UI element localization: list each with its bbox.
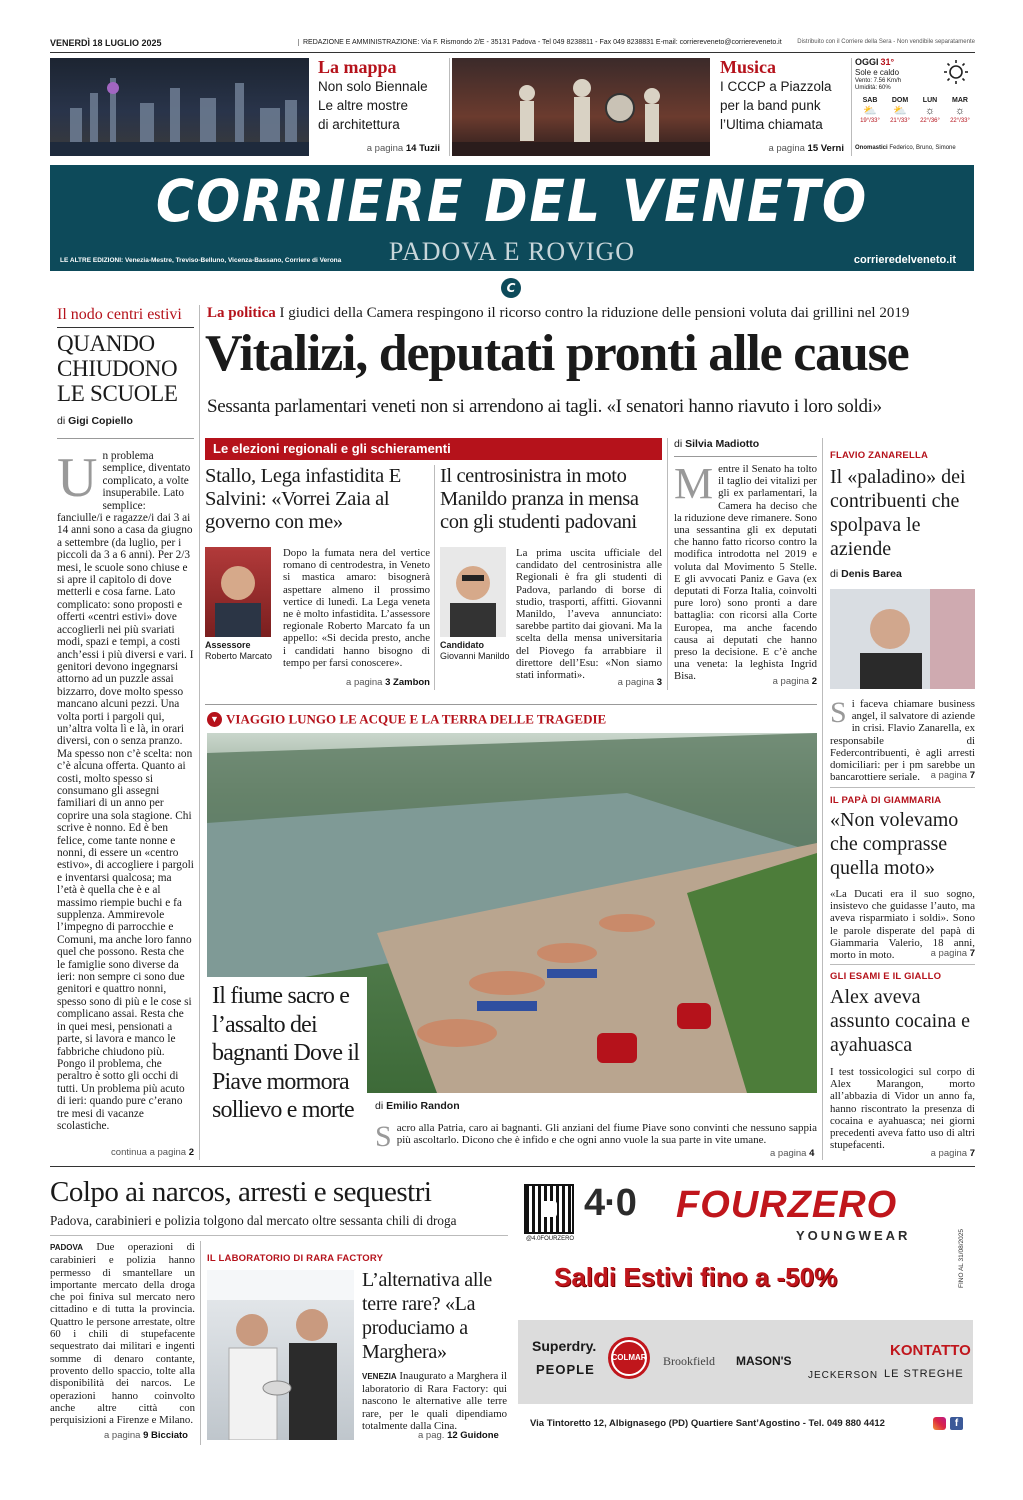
story-body: Si faceva chiamare business angel, il salvatore di aziende in crisi. Flavio Zanarella, ex responsabile di Federcontribuenti, è agli arresti domiciliari: per i pm sarebbe un bancarottiere seriale.: [830, 696, 975, 784]
zanarella-photo: [830, 589, 975, 689]
lead-headline[interactable]: Vitalizi, deputati pronti alle cause: [205, 325, 909, 382]
humidity: Umidità: 60%: [855, 85, 891, 91]
teaser-line: Le altre mostre: [318, 98, 409, 113]
distribution-note: Distribuito con il Corriere della Sera - Non vendibile separatamente: [797, 39, 975, 45]
manildo-photo: [440, 547, 506, 637]
store-address: Via Tintoretto 12, Albignasego (PD) Quartiere Sant’Agostino - Tel. 049 880 4412: [530, 1418, 885, 1429]
weather-today: [855, 57, 894, 67]
concert-illustration: [452, 58, 710, 156]
onomastici: [855, 145, 956, 151]
marcato-photo: [205, 547, 271, 637]
lead-subhead: Sessanta parlamentari veneti non si arrendono ai tagli. «I senatori hanno riavuto i loro soldi»: [207, 396, 882, 417]
page-reference[interactable]: a pagina 3: [617, 677, 662, 688]
narcos-headline[interactable]: Colpo ai narcos, arresti e sequestri: [50, 1176, 432, 1208]
day-label: LUN: [922, 97, 938, 104]
travel-banner-text: VIAGGIO LUNGO LE ACQUE E LA TERRA DELLE TRAGEDIE: [226, 711, 607, 727]
today-desc: Sole e caldo: [855, 68, 900, 77]
brand-people: PEOPLE: [536, 1362, 595, 1377]
lab-scene-illustration: [207, 1270, 354, 1440]
teaser-concert-photo[interactable]: [452, 58, 710, 156]
instagram-icon[interactable]: [933, 1417, 946, 1430]
site-link[interactable]: corrieredelveneto.it: [853, 254, 956, 266]
page-reference[interactable]: a pag. 12 Guidone: [418, 1430, 499, 1441]
promo-dates: FINO AL 31/08/2025: [958, 1228, 965, 1288]
section-kicker: Il nodo centri estivi: [57, 306, 182, 323]
travel-headline: Il fiume sacro e l’assalto dei bagnanti Dove il Piave mormora sollievo e morte: [212, 983, 360, 1123]
partly-cloudy-icon: ⛅: [863, 105, 877, 117]
lead-kicker: La politica: [207, 305, 276, 321]
right-column: [830, 450, 975, 1160]
lab-photo: [207, 1270, 354, 1440]
photo-caption: Candidato Giovanni Manildo: [440, 640, 510, 661]
byline: di Emilio Randon: [375, 1100, 460, 1112]
elections-banner: Le elezioni regionali e gli schieramenti: [205, 438, 662, 460]
issue-date: VENERDÌ 18 LUGLIO 2025: [50, 38, 162, 48]
lead-body-text: Mentre il Senato ha tolto il taglio dei vitalizi per gli ex parlamentari, la Camera ha deciso che la riduzione deve rimanere. Sono una sessantina gli ex deputati che hanno fatto ricorso contro la modifica introdotta nel 2019 e voluta dal Movimento 5 Stelle. E gli avvocati Paniz e Gava (ex deputati di Forza Italia, coinvolti pure loro) sono pronti a dare battaglia: con ricorsi alla Corte Europea, ma anche facendo causa ai deputati che hanno preso la decisione. E c’è anche una veneta: la leghista Ingrid Bisa.: [674, 459, 818, 683]
photo-caption: Assessore Roberto Marcato: [205, 640, 273, 661]
teaser-line: per la band punk: [720, 98, 821, 113]
page-reference[interactable]: a pagina 7: [930, 948, 975, 959]
teaser-mappa[interactable]: [318, 57, 448, 157]
brand-number: 4·0: [584, 1182, 636, 1224]
left-column: [57, 305, 194, 1160]
story-kicker: GLI ESAMI E IL GIALLO: [830, 971, 942, 982]
election-story-1[interactable]: [205, 465, 430, 690]
location-pin-icon: ▼: [207, 712, 222, 727]
advertisement[interactable]: [518, 1178, 975, 1445]
dropcap: S: [830, 696, 847, 729]
top-bar: [50, 38, 975, 50]
editorial-address: REDAZIONE E AMMINISTRAZIONE: Via F. Rismondo 2/E - 35131 Padova - Tel 049 8238811 - Fax 049 8238831 E-mail: corriereveneto@corriereveneto.it: [298, 39, 782, 46]
dropcap: M: [674, 459, 714, 508]
day-label: DOM: [891, 97, 909, 104]
today-label: OGGI: [855, 57, 879, 67]
lead-overline: [207, 305, 977, 322]
partly-cloudy-icon: ⛅: [893, 105, 907, 117]
story-headline[interactable]: Il «paladino» dei contribuenti che spolpava le aziende: [830, 466, 966, 560]
lead-body[interactable]: [674, 438, 817, 690]
lab-headline[interactable]: L’alternativa alle terre rare? «La produciamo a Marghera»: [362, 1269, 492, 1363]
page-reference: a pagina 15 Verni: [768, 143, 844, 154]
day-temp: 22°/33°: [950, 118, 970, 124]
story-headline: Il centrosinistra in moto Manildo pranza in mensa con gli studenti padovani: [440, 465, 639, 533]
masthead[interactable]: [50, 165, 974, 271]
portrait-illustration: [440, 547, 506, 637]
story-kicker: FLAVIO ZANARELLA: [830, 450, 929, 461]
election-story-2[interactable]: [440, 465, 662, 690]
lab-body: VENEZIA Inaugurato a Marghera il laboratorio di Rara Factory: qui nascono le alternative alle terre rare, per le quali dipendiamo totalmente dalla Cina.: [362, 1370, 507, 1432]
byline: di Gigi Copiello: [57, 415, 133, 427]
story-headline: Stallo, Lega infastidita E Salvini: «Vorrei Zaia al governo con me»: [205, 465, 402, 533]
today-temp: 31°: [880, 57, 895, 67]
brand-sub: YOUNGWEAR: [796, 1228, 911, 1243]
day-temp: 19°/33°: [860, 118, 880, 124]
dateline: VENEZIA: [362, 1372, 397, 1381]
teaser-title: Musica: [720, 57, 776, 77]
brand-masons: MASON'S: [736, 1354, 792, 1368]
editorial-body: Un problema semplice, diventato complicato, a volte insuperabile. Lato semplice: fanciulle/i e ragazze/i dai 3 ai 14 anni sono a casa da giugno a settembre (da luglio, per i piccoli da 3 a 6 anni). Per 2/3 mesi, le scuole sono chiuse e si apre il capitolo di dove metterli e cosa farne. Lato complicato: sono proposti e offerti «centri estivi» dove accoglierli nei più svariati modi, spazi e tempi, a costi anch’essi i più diversi e vari. I genitori devono ingegnarsi attorno ad un puzzle assai bizzarro, dove molto spesso mancano alcuni pezzi. Una volta porti i pargoli qui, un’altra volta lì e là, in orari diversi, con o senza pranzo. Ma spesso non c’è scelta: non c’è alcuna offerta. Quanto ai costi, molto spesso si consumano gli assegni familiari di un anno per coprire una sola stagione. Chi scrive è nonno. Ed è ben felice, come tante nonne e nonni, di essere un «centro estivo», di accogliere i pargoli e inventarsi qualcosa; ma l’età è quella che è e al massimo riempie buchi e fa supplenza. Ammirevole l’impegno di parrocchie e Comuni, ma anche loro fanno quel che possono. Resta che le famiglie sono diverse da ieri: non sempre ci sono due genitori e quattro nonni, spesso sono di più e le cose si complicano assai. Resta che in quei mesi, pensionati a parte, si lavora e manco le fabbriche chiudono più. Pongo il problema, che peraltro è sotto gli occhi di tutti. Un problema più acuto di ieri: quando pure c’erano tre mesi di vacanze scolastiche.: [57, 450, 194, 1132]
page-reference[interactable]: a pagina 9 Bicciato: [104, 1430, 188, 1441]
masthead-edition: PADOVA E ROVIGO: [388, 237, 636, 266]
teaser-musica[interactable]: [720, 57, 850, 157]
teaser-line: di architettura: [318, 117, 400, 132]
teaser-title: La mappa: [318, 57, 397, 77]
page-reference[interactable]: a pagina 4: [770, 1148, 815, 1159]
travel-headline-box[interactable]: [207, 977, 367, 1160]
sun-icon: ☼: [954, 105, 966, 117]
dateline: PADOVA: [50, 1243, 84, 1252]
page-reference[interactable]: continua a pagina 2: [111, 1147, 194, 1158]
brand-lestreghe: LE STREGHE: [884, 1368, 964, 1380]
brand-kontatto: KONTATTO: [890, 1342, 971, 1359]
story-body: «La Ducati era il suo sogno, insistevo che guidasse l’auto, ma aveva risparmiato i soldi». Sono le parole disperate del papà di Giammaria Valerio, 18 anni, morto in moto.: [830, 888, 975, 962]
onomastici-label: Onomastici: [855, 145, 888, 151]
facebook-icon[interactable]: f: [950, 1417, 963, 1430]
brand-jeckerson: JECKERSON: [808, 1370, 879, 1381]
teaser-line: l’Ultima chiamata: [720, 117, 823, 132]
qr-code[interactable]: [526, 1186, 572, 1232]
masthead-title: CORRIERE DEL VENETO: [155, 167, 869, 235]
portrait-illustration: [205, 547, 271, 637]
byline: di Denis Barea: [830, 568, 902, 580]
teaser-line: I CCCP a Piazzola: [720, 79, 832, 94]
forecast-day: [855, 97, 885, 124]
byline: di Silvia Madiotto: [674, 438, 760, 450]
brand-superdry: Superdry.: [532, 1338, 597, 1354]
dropcap: S: [375, 1120, 392, 1153]
skyline-illustration: [50, 58, 309, 156]
page-reference: a pagina 14 Tuzii: [366, 143, 440, 154]
forecast-day: [915, 97, 945, 124]
logo-c-icon: C: [501, 278, 521, 298]
day-label: SAB: [862, 97, 878, 104]
story-headline[interactable]: Alex aveva assunto cocaina e ayahuasca: [830, 986, 970, 1056]
story-headline[interactable]: «Non volevamo che comprasse quella moto»: [830, 809, 959, 879]
onomastici-names: Federico, Bruno, Simone: [889, 145, 956, 151]
sun-icon: ☼: [924, 105, 936, 117]
other-editions: LE ALTRE EDIZIONI: Venezia-Mestre, Treviso-Belluno, Vicenza-Bassano, Corriere di Verona: [60, 257, 342, 264]
brand-name: FOURZERO: [676, 1184, 898, 1226]
page-reference[interactable]: a pagina 3 Zambon: [346, 677, 430, 688]
travel-body: Sacro alla Patria, caro ai bagnanti. Gli anziani del fiume Piave sono convinti che nessuno sappia più ascoltarlo. Dicono che è infido e che ogni anno vuole la sua parte in vite umane.: [375, 1120, 817, 1153]
editorial-headline[interactable]: QUANDO CHIUDONO LE SCUOLE: [57, 331, 178, 406]
lab-kicker: IL LABORATORIO DI RARA FACTORY: [207, 1253, 384, 1264]
portrait-illustration: [830, 589, 975, 689]
narcos-body: PADOVA Due operazioni di carabinieri e polizia hanno permesso di smantellare un importante mercato della droga che poi finiva sul mercato nero cittadino e di tutta la provincia. Quattro le persone arrestate, oltre 60 i chili di stupefacente sequestrato dai militari e ingenti somme di denaro contante, provento dello spaccio, tolte alla disponibilità dei narcos. Le operazioni hanno coinvolto anche altre città con perquisizioni a Firenze e Milano.: [50, 1241, 196, 1427]
story-kicker: IL PAPÀ DI GIAMMARIA: [830, 795, 942, 806]
narcos-subhead: Padova, carabinieri e polizia tolgono dal mercato oltre sessanta chili di droga: [50, 1213, 457, 1228]
brand-brookfield: Brookfield: [663, 1354, 715, 1368]
brands-band: [518, 1320, 973, 1404]
story-body: Dopo la fumata nera del vertice romano di centrodestra, in Veneto si mastica amaro: bisognerà aspettare almeno il prossimo vertice di lunedì. La Lega veneta ne è molto infastidita. L’assessore regionale Roberto Marcato fa un appello: «Si decida presto, anche i candidati hanno bisogno di tempo per farsi conoscere».: [283, 547, 430, 669]
qr-caption: @4.0FOURZERO: [526, 1236, 575, 1242]
sun-icon: [943, 59, 969, 85]
forecast-day: [945, 97, 975, 124]
forecast-day: [885, 97, 915, 124]
dropcap: U: [57, 450, 98, 509]
day-temp: 21°/33°: [890, 118, 910, 124]
day-label: MAR: [952, 97, 968, 104]
teaser-shanghai-photo[interactable]: [50, 58, 309, 156]
brand-colmar: COLMAR: [608, 1337, 650, 1379]
page-reference[interactable]: a pagina 2: [772, 676, 817, 687]
page-reference[interactable]: a pagina 7: [930, 770, 975, 781]
travel-banner: [207, 710, 807, 728]
day-temp: 22°/36°: [920, 118, 940, 124]
forecast-row: [855, 97, 975, 137]
story-body: I test tossicologici sul corpo di Alex Marangon, morto all’abbazia di Vidor un anno fa, hanno riscontrato la presenza di cocaina e ayahuasca; nei giorni precedenti aveva fatto uso di altri stupefacenti.: [830, 1066, 975, 1152]
story-body: La prima uscita ufficiale del candidato del centrosinistra alle Regionali è fra gli studenti di Padova, parlando di borse di studio, trasporti, affitti. Giovanni Manildo, l’aveva annunciato: sarebbe partito dai giovani. Ma la scelta della mensa universitaria del Piovego fa arrabbiare il direttore dell’Esu: «Non siamo stati informati».: [516, 547, 662, 682]
teaser-line: Non solo Biennale: [318, 79, 428, 94]
lead-overline-text: I giudici della Camera respingono il ricorso contro la riduzione delle pensioni voluta dai grillini nel 2019: [279, 305, 910, 321]
weather-box: [855, 57, 975, 157]
wind: Vento: 7.56 Km/h: [855, 78, 902, 84]
page-reference[interactable]: a pagina 7: [930, 1148, 975, 1159]
sale-banner[interactable]: Saldi Estivi fino a -50%: [554, 1262, 838, 1292]
